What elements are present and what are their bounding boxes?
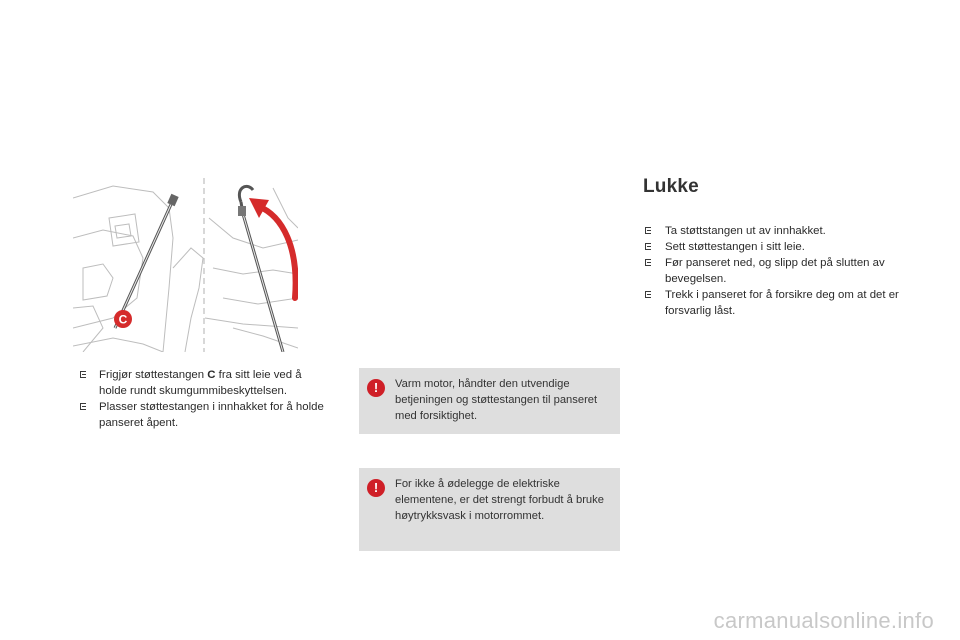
watermark: carmanualsonline.info <box>713 608 934 633</box>
warning-box <box>359 368 620 434</box>
rotation-arrow <box>249 198 296 298</box>
step-text: Før panseret ned, og slipp det på slutten av bevegelsen. <box>665 257 885 285</box>
step-text: Sett støttestangen i sitt leie. <box>665 241 805 253</box>
checkbox-bullet-icon <box>645 259 651 266</box>
list-item <box>77 367 327 399</box>
step-text-before: Frigjør støttestangen <box>99 369 208 381</box>
warning-exclamation-icon: ! <box>367 379 385 397</box>
hood-strut-illustration <box>73 178 298 352</box>
step-text: Plasser støttestangen i innhakket for å holde panseret åpent. <box>99 401 324 429</box>
checkbox-bullet-icon <box>645 291 651 298</box>
checkbox-bullet-icon <box>645 227 651 234</box>
warning-exclamation-icon: ! <box>367 479 385 497</box>
list-item <box>642 255 912 287</box>
close-steps-list <box>642 223 912 319</box>
callout-letter: C <box>118 312 128 327</box>
step-text: Trekk i panseret for å forsikre deg om at det er forsvarlig låst. <box>665 289 899 317</box>
list-item <box>77 399 327 431</box>
step-text-after: fra sitt leie ved å holde rundt skumgummibeskyttelsen. <box>99 369 302 397</box>
support-rod-left <box>115 194 179 328</box>
list-item <box>642 287 912 319</box>
list-item <box>642 239 912 255</box>
section-title: Lukke <box>643 176 699 197</box>
warning-box <box>359 468 620 551</box>
step-text-bold: C <box>207 369 216 381</box>
open-steps-list <box>77 367 327 431</box>
list-item <box>642 223 912 239</box>
checkbox-bullet-icon <box>645 243 651 250</box>
engine-bay-drawing <box>73 178 298 352</box>
warning-text: Varm motor, håndter den utvendige betjeningen og støttestangen til panseret med forsiktighet. <box>395 378 598 422</box>
checkbox-bullet-icon <box>80 371 86 378</box>
checkbox-bullet-icon <box>80 403 86 410</box>
step-text: Ta støttstangen ut av innhakket. <box>665 225 826 237</box>
warning-text: For ikke å ødelegge de elektriske elementene, er det strengt forbudt å bruke høytrykksvask i motorrommet. <box>395 478 604 522</box>
